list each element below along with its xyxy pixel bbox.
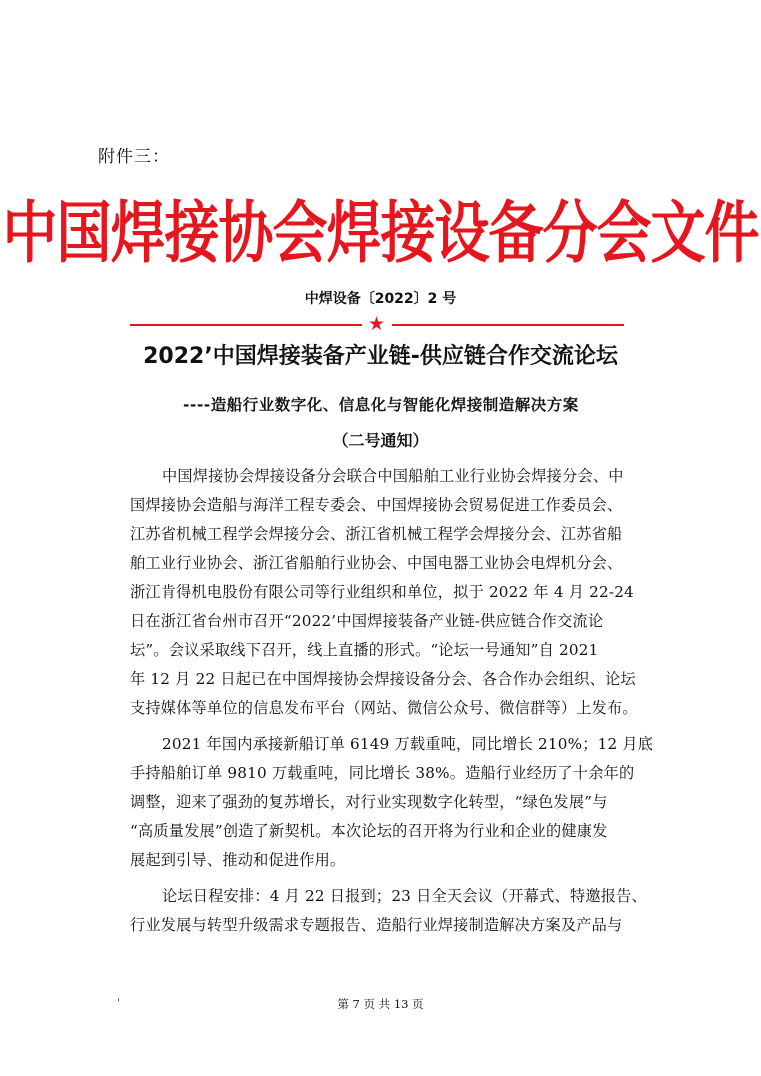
document-title: 2022’中国焊接装备产业链-供应链合作交流论坛 <box>143 344 618 369</box>
attachment-label: 附件三： <box>98 147 170 167</box>
body-line: 中国焊接协会焊接设备分会联合中国船舶工业行业协会焊接分会、中 <box>162 467 624 485</box>
body-line: 坛”。会议采取线下召开，线上直播的形式。“论坛一号通知”自 2021 <box>130 641 599 659</box>
document-subtitle: ----造船行业数字化、信息化与智能化焊接制造解决方案 <box>183 396 579 414</box>
body-line: 论坛日程安排：4 月 22 日报到；23 日全天会议（开幕式、特邀报告、 <box>162 887 647 905</box>
footer-mark: ' <box>117 998 120 1009</box>
body-line: 年 12 月 22 日起已在中国焊接协会焊接设备分会、各合作办会组织、论坛 <box>130 670 636 688</box>
body-line: 日在浙江省台州市召开“2022’中国焊接装备产业链-供应链合作交流论 <box>130 612 604 630</box>
document-number: 中焊设备〔2022〕2 号 <box>304 291 457 307</box>
body-line: 展起到引导、推动和促进作用。 <box>130 851 346 869</box>
notice-label: （二号通知） <box>332 431 429 450</box>
document-masthead: 中国焊接协会焊接设备分会文件 <box>2 193 759 272</box>
body-line: 调整，迎来了强劲的复苏增长，对行业实现数字化转型，“绿色发展”与 <box>130 793 608 811</box>
red-rule-right <box>392 324 624 326</box>
body-line: 江苏省机械工程学会焊接分会、浙江省机械工程学会焊接分会、江苏省船 <box>130 525 623 543</box>
body-line: 舶工业行业协会、浙江省船舶行业协会、中国电器工业协会电焊机分会、 <box>130 554 623 572</box>
body-line: 2021 年国内承接新船订单 6149 万载重吨，同比增长 210%；12 月底 <box>162 735 654 753</box>
body-line: 国焊接协会造船与海洋工程专委会、中国焊接协会贸易促进工作委员会、 <box>130 496 623 514</box>
page-footer: 第 7 页 共 13 页 <box>337 997 424 1011</box>
body-line: 支持媒体等单位的信息发布平台（网站、微信公众号、微信群等）上发布。 <box>130 699 638 717</box>
body-line: 浙江肯得机电股份有限公司等行业组织和单位，拟于 2022 年 4 月 22-24 <box>130 583 634 601</box>
body-line: “高质量发展”创造了新契机。本次论坛的召开将为行业和企业的健康发 <box>130 822 608 840</box>
body-line: 行业发展与转型升级需求专题报告、造船行业焊接制造解决方案及产品与 <box>130 916 623 934</box>
red-rule-left <box>130 324 362 326</box>
red-star-icon: ★ <box>368 313 386 335</box>
body-line: 手持船舶订单 9810 万载重吨，同比增长 38%。造船行业经历了十余年的 <box>130 764 635 782</box>
